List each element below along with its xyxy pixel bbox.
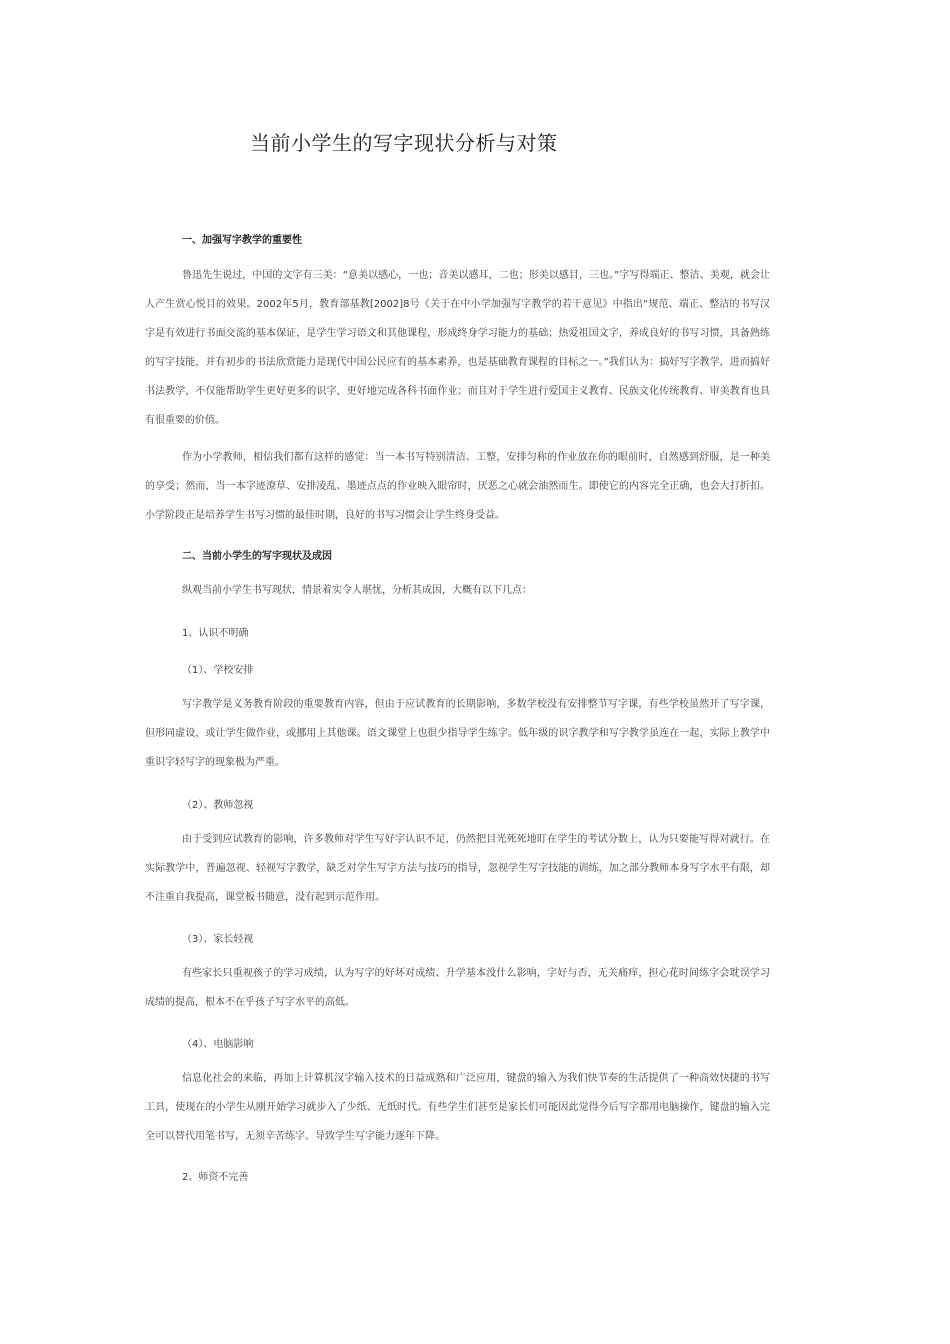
paragraph-teacher: 由于受到应试教育的影响，许多教师对学生写好字认识不足，仍然把目光死死地盯在学生的考试分数上，认为只要能写得对就行。在实际教学中，普遍忽视、轻视写字教学，缺乏对学生写字方法与技巧的指导，忽视学生写字技能的训练，加之部分教师本身写字水平有限，却不注重自我提高，课堂板书随意，没有起到示范作用。 [145, 834, 770, 903]
point-heading-awareness: 1、认识不明确 [182, 628, 249, 639]
document-title: 当前小学生的写字现状分析与对策 [250, 131, 558, 155]
subpoint-heading-teacher: （2）、教师忽视 [182, 800, 254, 811]
subpoint-heading-parent: （3）、家长轻视 [182, 934, 254, 945]
paragraph-importance-2: 作为小学教师，相信我们都有这样的感觉：当一本书写特别清洁、工整，安排匀称的作业放在你的眼前时，自然感到舒服，是一种美的享受；然而，当一本字迹潦草、安排凌乱、墨迹点点的作业映入眼帘时，厌恶之心就会油然而生。即使它的内容完全正确，也会大打折扣。小学阶段正是培养学生书写习惯的最佳时期，良好的书写习惯会让学生终身受益。 [145, 452, 770, 521]
paragraph-school: 写字教学是义务教育阶段的重要教育内容，但由于应试教育的长期影响，多数学校没有安排整节写字课，有些学校虽然开了写字课，但形同虚设，或让学生做作业，或挪用上其他课。语文课堂上也很少指导学生练字。低年级的识字教学和写字教学虽连在一起，实际上教学中重识字轻写字的现象极为严重。 [145, 699, 770, 768]
paragraph-status-intro: 纵观当前小学生书写现状，情景着实令人堪忧，分析其成因，大概有以下几点： [182, 585, 532, 596]
subpoint-heading-school: （1）、学校安排 [182, 665, 254, 676]
paragraph-importance-1: 鲁迅先生说过，中国的文字有三美：“意美以感心，一也；音美以感耳，二也；形美以感目，三也。”字写得端正、整洁、美观，就会让人产生赏心悦目的效果。2002年5月，教育部基教[2002]8号《关于在中小学加强写字教学的若干意见》中指出“规范、端正、整洁的书写汉字是有效进行书面交流的基本保证，是学生学习语文和其他课程，形成终身学习能力的基础；热爱祖国文字，养成良好的书写习惯，具备熟练的写字技能，并有初步的书法欣赏能力是现代中国公民应有的基本素养，也是基础教育课程的目标之一。”我们认为：搞好写字教学，进而搞好书法教学，不仅能帮助学生更好更多的识字，更好地完成各科书面作业；而且对于学生进行爱国主义教育、民族文化传统教育、审美教育也具有很重要的价值。 [145, 270, 770, 426]
point-heading-teachers: 2、师资不完善 [182, 1172, 249, 1183]
subpoint-heading-computer: （4）、电脑影响 [182, 1039, 254, 1050]
section-heading-importance: 一、加强写字教学的重要性 [182, 235, 302, 246]
paragraph-parent: 有些家长只重视孩子的学习成绩，认为写字的好坏对成绩、升学基本没什么影响，字好与否，无关痛痒，担心花时间练字会耽误学习成绩的提高，根本不在乎孩子写字水平的高低。 [145, 968, 770, 1008]
paragraph-computer: 信息化社会的来临，再加上计算机汉字输入技术的日益成熟和广泛应用，键盘的输入为我们快节奏的生活提供了一种高效快捷的书写工具，使现在的小学生从刚开始学习就步入了少纸、无纸时代。有些学生们甚至是家长们可能因此觉得今后写字都用电脑操作，键盘的输入完全可以替代用笔书写，无须辛苦练字。导致学生写字能力逐年下降。 [145, 1073, 770, 1142]
section-heading-status: 二、当前小学生的写字现状及成因 [182, 551, 332, 562]
